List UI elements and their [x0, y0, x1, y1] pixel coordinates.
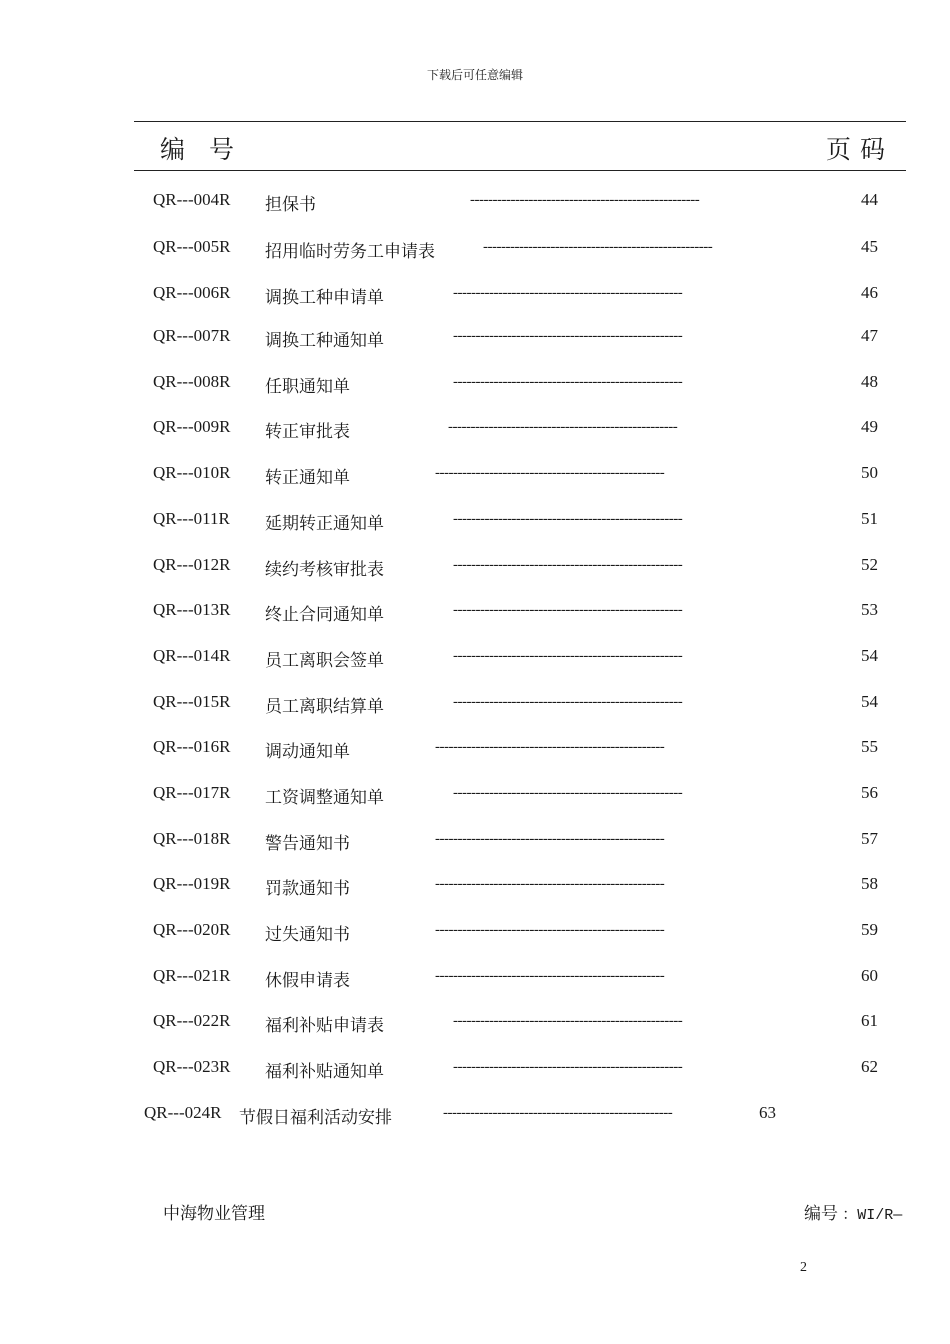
toc-code: QR---015R: [153, 692, 231, 711]
toc-leader: ---------------------------------------------------: [470, 192, 700, 208]
toc-title: 警告通知书: [265, 834, 350, 853]
toc-row: [0, 966, 950, 990]
toc-row: [0, 190, 950, 214]
toc-page: 53: [861, 600, 878, 619]
header-code-label: 编号: [160, 137, 259, 164]
toc-leader: ---------------------------------------------------: [435, 922, 665, 938]
toc-page: 47: [861, 326, 878, 345]
toc-row: [0, 326, 950, 350]
header-page-label: 页码: [826, 137, 895, 164]
toc-page: 54: [861, 692, 878, 711]
toc-title: 罚款通知书: [265, 879, 350, 898]
toc-page: 56: [861, 783, 878, 802]
toc-title: 调换工种申请单: [265, 288, 384, 307]
toc-row: [0, 600, 950, 624]
toc-title: 终止合同通知单: [265, 605, 384, 624]
toc-row: [0, 283, 950, 307]
header-bottom-rule: [134, 170, 906, 171]
toc-row: [0, 692, 950, 716]
toc-code: QR---016R: [153, 737, 231, 756]
toc-page: 49: [861, 417, 878, 436]
toc-leader: ---------------------------------------------------: [453, 285, 683, 301]
toc-code: QR---009R: [153, 417, 231, 436]
toc-page: 63: [759, 1103, 776, 1122]
toc-code: QR---008R: [153, 372, 231, 391]
toc-title: 过失通知书: [265, 925, 350, 944]
toc-page: 57: [861, 829, 878, 848]
toc-code: QR---019R: [153, 874, 231, 893]
toc-code: QR---020R: [153, 920, 231, 939]
toc-title: 延期转正通知单: [265, 514, 384, 533]
toc-leader: ---------------------------------------------------: [453, 328, 683, 344]
toc-row: [0, 829, 950, 853]
toc-page: 50: [861, 463, 878, 482]
toc-row: [0, 417, 950, 441]
toc-page: 62: [861, 1057, 878, 1076]
toc-row: [0, 372, 950, 396]
toc-title: 节假日福利活动安排: [239, 1108, 392, 1127]
toc-leader: ---------------------------------------------------: [453, 511, 683, 527]
toc-leader: ---------------------------------------------------: [453, 602, 683, 618]
toc-title: 福利补贴申请表: [265, 1016, 384, 1035]
toc-row: [0, 463, 950, 487]
toc-code: QR---013R: [153, 600, 231, 619]
toc-page: 51: [861, 509, 878, 528]
toc-page: 55: [861, 737, 878, 756]
toc-row: [0, 1103, 950, 1127]
toc-title: 转正审批表: [265, 422, 350, 441]
toc-title: 招用临时劳务工申请表: [265, 242, 435, 261]
toc-page: 61: [861, 1011, 878, 1030]
toc-code: QR---007R: [153, 326, 231, 345]
toc-leader: ---------------------------------------------------: [435, 465, 665, 481]
toc-code: QR---004R: [153, 190, 231, 209]
toc-row: [0, 1011, 950, 1035]
toc-row: [0, 555, 950, 579]
toc-title: 员工离职会签单: [265, 651, 384, 670]
toc-code: QR---014R: [153, 646, 231, 665]
toc-page: 46: [861, 283, 878, 302]
toc-title: 任职通知单: [265, 377, 350, 396]
footer-doc-code: [804, 1199, 902, 1224]
toc-code: QR---006R: [153, 283, 231, 302]
toc-code: QR---011R: [153, 509, 230, 528]
toc-title: 转正通知单: [265, 468, 350, 487]
watermark-text: 下载后可任意编辑: [426, 68, 523, 82]
toc-row: [0, 737, 950, 761]
footer-code-label: 编号: [804, 1204, 838, 1223]
toc-title: 担保书: [265, 195, 316, 214]
toc-leader: ---------------------------------------------------: [453, 1059, 683, 1075]
toc-row: [0, 1057, 950, 1081]
toc-title: 调换工种通知单: [265, 331, 384, 350]
toc-leader: ---------------------------------------------------: [453, 694, 683, 710]
toc-code: QR---018R: [153, 829, 231, 848]
toc-code: QR---010R: [153, 463, 231, 482]
toc-code: QR---005R: [153, 237, 231, 256]
toc-code: QR---023R: [153, 1057, 231, 1076]
toc-leader: ---------------------------------------------------: [453, 374, 683, 390]
toc-title: 调动通知单: [265, 742, 350, 761]
toc-leader: ---------------------------------------------------: [443, 1105, 673, 1121]
toc-page: 58: [861, 874, 878, 893]
toc-page: 59: [861, 920, 878, 939]
toc-code: QR---024R: [144, 1103, 222, 1122]
toc-leader: ---------------------------------------------------: [435, 968, 665, 984]
toc-leader: ---------------------------------------------------: [453, 648, 683, 664]
toc-code: QR---022R: [153, 1011, 231, 1030]
toc-title: 续约考核审批表: [265, 560, 384, 579]
toc-page: 44: [861, 190, 878, 209]
toc-code: QR---012R: [153, 555, 231, 574]
toc-code: QR---021R: [153, 966, 231, 985]
toc-leader: ---------------------------------------------------: [453, 785, 683, 801]
footer-company: 中海物业管理: [163, 1204, 265, 1223]
toc-leader: ---------------------------------------------------: [435, 831, 665, 847]
toc-leader: ---------------------------------------------------: [453, 557, 683, 573]
footer-code-value: ：WI/R—: [842, 1207, 903, 1224]
toc-page: 54: [861, 646, 878, 665]
toc-row: [0, 646, 950, 670]
toc-page: 45: [861, 237, 878, 256]
toc-title: 工资调整通知单: [265, 788, 384, 807]
toc-code: QR---017R: [153, 783, 231, 802]
toc-leader: ---------------------------------------------------: [448, 419, 678, 435]
toc-row: [0, 237, 950, 261]
page-number: 2: [800, 1260, 807, 1275]
toc-leader: ---------------------------------------------------: [453, 1013, 683, 1029]
toc-leader: ---------------------------------------------------: [435, 876, 665, 892]
toc-title: 休假申请表: [265, 971, 350, 990]
toc-leader: ---------------------------------------------------: [435, 739, 665, 755]
toc-row: [0, 874, 950, 898]
toc-page: 48: [861, 372, 878, 391]
toc-row: [0, 783, 950, 807]
toc-row: [0, 509, 950, 533]
toc-title: 福利补贴通知单: [265, 1062, 384, 1081]
toc-page: 60: [861, 966, 878, 985]
toc-leader: ---------------------------------------------------: [483, 239, 713, 255]
toc-row: [0, 920, 950, 944]
toc-page: 52: [861, 555, 878, 574]
header-top-rule: [134, 121, 906, 122]
toc-title: 员工离职结算单: [265, 697, 384, 716]
